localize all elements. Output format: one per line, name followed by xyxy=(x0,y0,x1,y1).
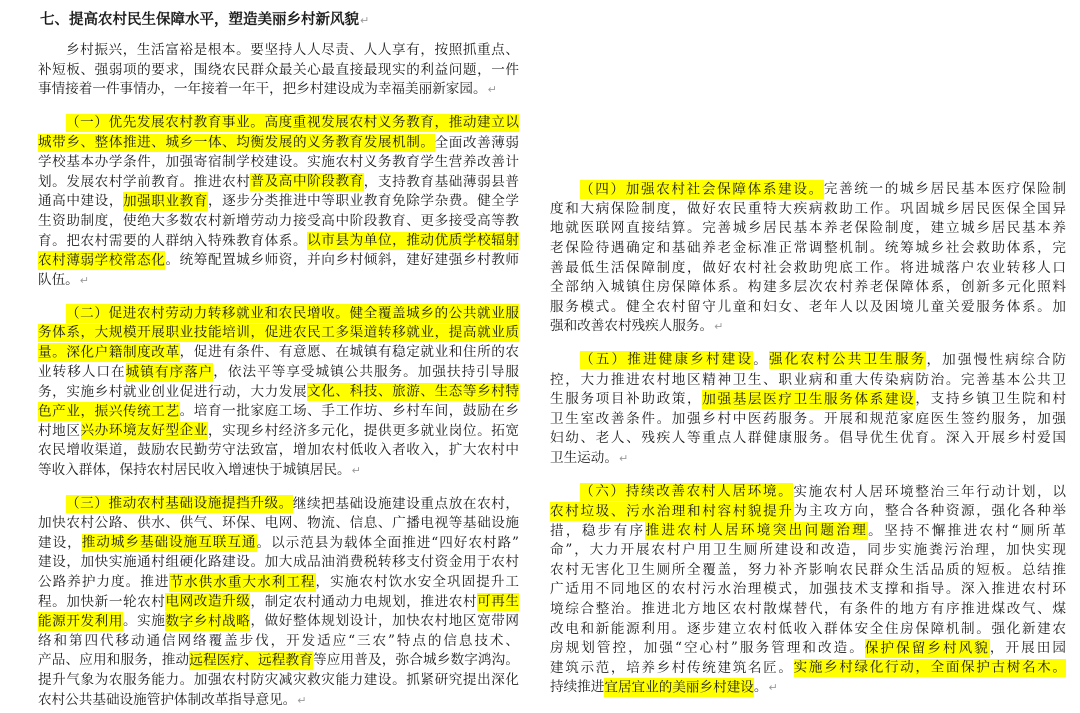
text-run: 。 xyxy=(753,351,769,368)
text-run: 。统筹配置城乡师资，并向乡村倾斜，建好建强乡村教师 xyxy=(165,252,519,269)
text-run: 公路养护力度。推进 xyxy=(38,574,170,591)
text-line xyxy=(550,678,1066,698)
paragraph xyxy=(38,304,519,480)
text-run: 度和大病保险制度，做好农民重特大疾病救助工作。巩固城乡居民医保全国异 xyxy=(550,200,1066,217)
highlighted-text: （五）推进健康乡村建设 xyxy=(580,351,754,368)
text-line xyxy=(38,212,519,232)
highlighted-text: （六）持续改善农村人居环境。 xyxy=(580,483,794,500)
text-line xyxy=(550,180,1066,200)
section-heading xyxy=(38,10,519,30)
text-run: 。培育一批家庭工场、手工作坊、乡村车间，鼓励在乡 xyxy=(179,403,519,420)
text-line xyxy=(38,671,519,691)
text-run: ，实现乡村经济多元化，提供更多就业岗位。拓宽 xyxy=(207,422,519,439)
text-line xyxy=(550,278,1066,298)
text-line xyxy=(38,232,519,252)
text-line xyxy=(38,691,519,711)
text-line xyxy=(550,410,1066,430)
text-line xyxy=(38,251,519,271)
highlighted-text: 推动城乡基础设施互联互通 xyxy=(81,534,257,551)
text-run: 改电和新能源利用。逐步建立农村低收入群体安全住房保障机制。强化新建农 xyxy=(550,620,1066,637)
text-run: 卫生室改善条件。加强乡村中医药服务。开展和规范家庭医生签约服务，加强 xyxy=(550,410,1066,427)
text-run: 建设，加快实施通村组硬化路建设。加大成品油消费税转移支付资金用于农村 xyxy=(38,554,519,571)
text-line xyxy=(550,449,1066,469)
text-line xyxy=(38,153,519,173)
text-run: 服务模式。健全农村留守儿童和妇女、老年人以及困境儿童关爱服务体系。加 xyxy=(550,298,1066,315)
text-run: 等收入群体，保持农村居民收入增速快于城镇居民。 xyxy=(38,462,351,479)
paragraph-mark: ↵ xyxy=(351,464,361,478)
text-run: ，促进有条件、有意愿、在城镇有稳定就业和住所的农 xyxy=(179,344,519,361)
text-run: 为主攻方向，整合各种资源，强化各种举 xyxy=(793,503,1066,520)
text-run: 补短板、强弱项的要求，围绕农民群众最关心最直接最现实的利益问题，一件 xyxy=(38,61,519,78)
text-run: 提升气象为农服务能力。加强农村防灾减灾救灾能力建设。抓紧研究提出深化 xyxy=(38,671,519,688)
text-run: 建设， xyxy=(38,534,82,551)
highlighted-text: （一）优先发展农村教育事业。高度重视发展农村义务教育，推动建立以 xyxy=(66,114,519,131)
text-run: 等应用普及，弥合城乡数字鸿沟。 xyxy=(312,652,519,669)
text-line xyxy=(38,495,519,515)
text-run: 。实施 xyxy=(122,613,166,630)
text-line xyxy=(550,561,1066,581)
text-line xyxy=(550,239,1066,259)
text-line xyxy=(550,351,1066,371)
text-run: 育。把农村需要的人群纳入特殊教育体系。 xyxy=(38,232,308,249)
text-run: 老保险待遇确定和基础养老金标准正常调整机制。统筹城乡社会救助体系，完 xyxy=(550,239,1066,256)
text-run: 措，稳步有序 xyxy=(550,522,646,539)
paragraph-mark: ↵ xyxy=(360,14,370,28)
text-line xyxy=(550,429,1066,449)
text-line xyxy=(38,651,519,671)
text-line xyxy=(38,114,519,134)
highlighted-text: 数字乡村战略 xyxy=(165,613,251,630)
text-line xyxy=(38,422,519,442)
text-run: 农民增收渠道，鼓励农民勤劳守法致富，增加农村低收入者收入，扩大农村中 xyxy=(38,442,519,459)
text-line xyxy=(38,343,519,363)
highlighted-text: （三）推动农村基础设施提挡升级。 xyxy=(66,495,293,512)
text-run: 境综合整治。推进北方地区农村散煤替代，有条件的地方有序推进煤改气、煤 xyxy=(550,601,1066,618)
text-line xyxy=(38,553,519,573)
text-line xyxy=(38,514,519,534)
text-line xyxy=(38,593,519,613)
highlighted-text: 推进农村人居环境突出问题治理 xyxy=(645,522,869,539)
text-run: 卫生运动。 xyxy=(550,449,618,466)
highlighted-text: 能源开发利用 xyxy=(38,613,123,630)
text-line xyxy=(550,580,1066,600)
text-line xyxy=(38,324,519,344)
text-line xyxy=(550,200,1066,220)
text-line xyxy=(38,441,519,461)
text-line xyxy=(38,402,519,422)
text-line xyxy=(550,390,1066,410)
text-line xyxy=(550,639,1066,659)
text-run: ，支持乡镇卫生院和村 xyxy=(915,391,1066,408)
highlighted-text: 加强职业教育 xyxy=(122,193,208,210)
text-line xyxy=(550,371,1066,391)
text-run: 通高中建设， xyxy=(38,193,123,210)
paragraph xyxy=(38,41,519,100)
text-run: 生资助制度，使绝大多数农村新增劳动力接受高中阶段教育、更多接受高等教 xyxy=(38,212,519,229)
text-line xyxy=(38,612,519,632)
text-line xyxy=(38,61,519,81)
text-line xyxy=(550,502,1066,522)
highlighted-text: 文化、科技、旅游、生态等乡村特 xyxy=(307,383,519,400)
highlighted-text: 兴办环境友好型企业 xyxy=(80,422,208,439)
text-run: ，实施农村饮水安全巩固提升工 xyxy=(315,574,519,591)
paragraph-mark: ↵ xyxy=(79,273,89,287)
text-run: 持续推进 xyxy=(550,679,605,696)
text-line xyxy=(550,259,1066,279)
text-line xyxy=(38,363,519,383)
text-run: ，加强慢性病综合防 xyxy=(926,351,1066,368)
text-run: 完善统一的城乡居民基本医疗保险制 xyxy=(823,181,1066,198)
text-run: 控，大力推进农村地区精神卫生、职业病和重大传染病防治。完善基本公共卫 xyxy=(550,371,1066,388)
paragraph-mark: ↵ xyxy=(714,320,724,334)
text-run: 程。加快新一轮农村 xyxy=(38,593,166,610)
text-run: 。以示范县为载体全面推进“四好农村路” xyxy=(256,534,519,551)
text-run: 产品、应用和服务，推动 xyxy=(38,652,190,669)
text-line xyxy=(38,304,519,324)
highlighted-text: 节水供水重大水利工程 xyxy=(169,574,316,591)
text-run: 农村无害化卫生厕所全覆盖，努力补齐影响农民群众生活品质的短板。总结推 xyxy=(550,561,1066,578)
text-run: 命”，大力开展农村户用卫生厕所建设和改造，同步实施粪污治理，加快实现 xyxy=(550,542,1066,559)
text-run: 业转移人口在 xyxy=(38,364,126,381)
text-run: 全部纳入城镇住房保障体系。构建多层次农村养老保障体系，创新多元化照料 xyxy=(550,279,1066,296)
text-run: ，开展田园 xyxy=(989,640,1066,657)
highlighted-text: 宜居宜业的美丽乡村建设 xyxy=(604,679,754,696)
text-line xyxy=(38,192,519,212)
right-column xyxy=(550,180,1066,698)
text-run: 划。发展农村学前教育。推进农村 xyxy=(38,173,251,190)
paragraph xyxy=(550,351,1066,469)
text-run: 善最低生活保障制度，做好农村社会救助兜底工作。将进城落户农业转移人口 xyxy=(550,259,1066,276)
text-run: 学校基本办学条件，加强寄宿制学校建设。实施农村义务教育学生营养改善计 xyxy=(38,154,519,171)
text-line xyxy=(550,483,1066,503)
text-line xyxy=(550,659,1066,679)
text-line xyxy=(38,173,519,193)
highlighted-text: 量。深化户籍制度改革 xyxy=(38,344,180,361)
text-run: ，依法平等享受城镇公共服务。加强扶持引导服 xyxy=(213,364,519,381)
text-run: 加快农村公路、供水、供气、环保、电网、物流、信息、广播电视等基础设施 xyxy=(38,515,519,532)
text-run: 继续把基础设施建设重点放在农村， xyxy=(292,495,519,512)
text-line xyxy=(550,620,1066,640)
text-run: 络和第四代移动通信网络覆盖步伐，开发适应“三农”特点的信息技术、 xyxy=(38,632,519,649)
text-run: 。坚持不懈推进农村“厕所革 xyxy=(868,522,1066,539)
text-line xyxy=(38,271,519,291)
text-run: ，做好整体规划设计，加快农村地区宽带网 xyxy=(250,613,519,630)
highlighted-text: 农村垃圾、污水治理和村容村貌提升 xyxy=(550,503,794,520)
highlighted-text: 保护保留乡村风貌 xyxy=(864,640,990,657)
text-line xyxy=(38,461,519,481)
text-run: ，逐步分类推进中等职业教育免除学杂费。健全学 xyxy=(207,193,519,210)
text-line xyxy=(38,80,519,100)
text-run: 生服务项目补助政策， xyxy=(550,391,703,408)
paragraph-mark: ↵ xyxy=(768,681,778,695)
text-run: 实施农村人居环境整治三年行动计划，以 xyxy=(793,483,1066,500)
left-column xyxy=(38,10,519,710)
text-line xyxy=(38,632,519,652)
text-line xyxy=(550,522,1066,542)
text-run: ，支持教育基础薄弱县普 xyxy=(363,173,519,190)
text-line xyxy=(38,41,519,61)
highlighted-text: 农村薄弱学校常态化 xyxy=(38,252,166,269)
highlighted-text: 务体系，大规模开展职业技能培训，促进农民工多渠道转移就业，提高就业质 xyxy=(38,324,519,341)
text-run: 全面改善薄弱 xyxy=(434,134,519,151)
text-run: 妇幼、老人、残疾人等重点人群健康服务。倡导优生优育。深入开展乡村爱国 xyxy=(550,430,1066,447)
text-line xyxy=(550,317,1066,337)
highlighted-text: 加强基层医疗卫生服务体系建设 xyxy=(702,391,916,408)
paragraph xyxy=(38,495,519,711)
highlighted-text: 城镇有序落户 xyxy=(125,364,214,381)
text-run: 事情接着一件事情办，一年接着一年干，把乡村建设成为幸福美丽新家园。 xyxy=(38,81,487,98)
highlighted-text: 电网改造升级 xyxy=(165,593,251,610)
highlighted-text: 普及高中阶段教育 xyxy=(250,173,364,190)
text-run: 广适用不同地区的农村污水治理模式，加强技术支撑和指导。深入推进农村环 xyxy=(550,581,1066,598)
text-line xyxy=(38,534,519,554)
highlighted-text: 城带乡、整体推进、城乡一体、均衡发展的义务教育发展机制。 xyxy=(38,134,435,151)
highlighted-text: 可再生 xyxy=(477,593,519,610)
paragraph xyxy=(550,483,1066,699)
text-run: 建筑示范，培养乡村传统建筑名匠。 xyxy=(550,659,794,676)
text-line xyxy=(550,541,1066,561)
text-run: 村地区 xyxy=(38,422,81,439)
highlighted-text: （四）加强农村社会保障体系建设。 xyxy=(580,181,824,198)
text-line xyxy=(38,383,519,403)
text-run: 。 xyxy=(753,679,768,696)
text-line xyxy=(550,219,1066,239)
highlighted-text: （二）促进农村劳动力转移就业和农民增收。健全覆盖城乡的公共就业服 xyxy=(66,305,519,322)
highlighted-text: 以市县为单位，推动优质学校辐射 xyxy=(307,232,519,249)
section-heading-text: 七、提高农村民生保障水平，塑造美丽乡村新风貌 xyxy=(40,11,359,29)
paragraph-mark: ↵ xyxy=(487,83,497,97)
text-line xyxy=(38,573,519,593)
highlighted-text: 色产业，振兴传统工艺 xyxy=(38,403,180,420)
paragraph xyxy=(550,180,1066,337)
text-run: ，制定农村通动力电规划，推进农村 xyxy=(250,593,478,610)
text-line xyxy=(550,600,1066,620)
text-run: 乡村振兴，生活富裕是根本。要坚持人人尽责、人人享有，按照抓重点、 xyxy=(66,42,519,59)
text-run: 房规划管控，加强“空心村”服务管理和改造。 xyxy=(550,640,865,657)
paragraph-mark: ↵ xyxy=(297,693,307,707)
paragraph-mark: ↵ xyxy=(618,451,629,465)
highlighted-text: 强化农村公共卫生服务 xyxy=(768,351,927,368)
text-run: 队伍。 xyxy=(38,271,79,288)
text-line xyxy=(550,298,1066,318)
highlighted-text: 实施乡村绿化行动，全面保护古树名木。 xyxy=(793,659,1066,676)
text-run: 务，实施乡村就业创业促进行动，大力发展 xyxy=(38,383,308,400)
text-line xyxy=(38,134,519,154)
text-run: 强和改善农村残疾人服务。 xyxy=(550,318,714,335)
text-run: 地就医联网直接结算。完善城乡居民基本养老保险制度，建立城乡居民基本养 xyxy=(550,220,1066,237)
paragraph xyxy=(38,114,519,290)
highlighted-text: 远程医疗、远程教育 xyxy=(189,652,313,669)
text-run: 农村公共基础设施管护体制改革指导意见。 xyxy=(38,691,297,708)
